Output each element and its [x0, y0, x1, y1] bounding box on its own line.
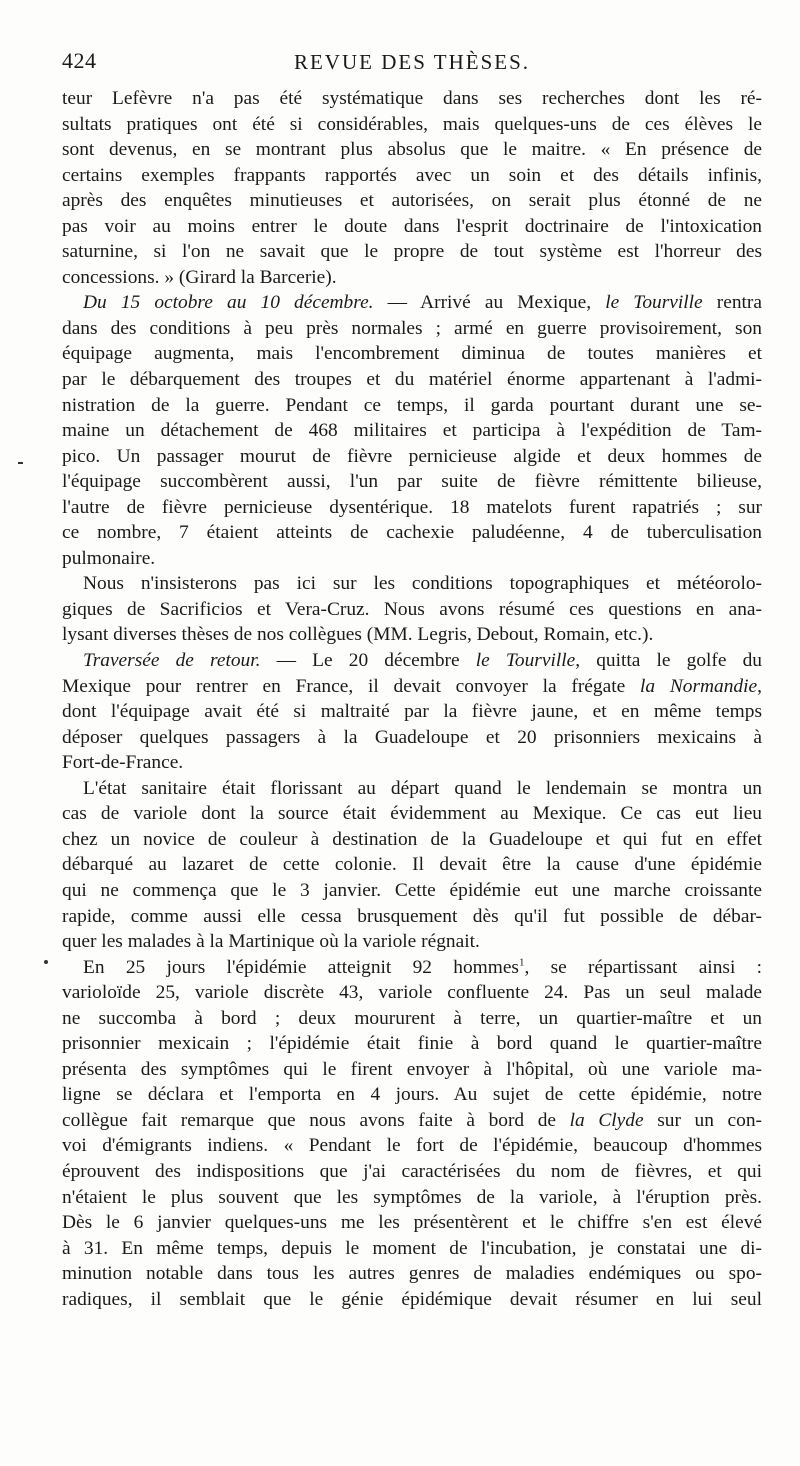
paragraph-5: [62, 776, 762, 955]
text-line: débarqué au lazaret de cette colonie. Il devait être la cause d'une épidémie: [62, 854, 762, 876]
text-line: Traversée de retour. — Le 20 décembre le Tourville, quitta le golfe du: [83, 650, 762, 672]
paragraph-6: [62, 955, 762, 1313]
text-line: Mexique pour rentrer en France, il devait convoyer la frégate la Normandie,: [62, 675, 762, 697]
text-line: ne succomba à bord ; deux moururent à terre, un quartier-maître et un: [62, 1007, 762, 1029]
paragraph-2: [62, 290, 762, 571]
margin-dot: [44, 960, 48, 964]
text-line: équipage augmenta, mais l'encombrement diminua de toutes manières et: [62, 343, 762, 365]
text-line: nistration de la guerre. Pendant ce temps, il garda pourtant durant une se-: [62, 394, 762, 416]
text-line: certains exemples frappants rapportés avec un soin et des détails infinis,: [62, 164, 762, 186]
text-line: minution notable dans tous les autres genres de maladies endémiques ou spo-: [62, 1263, 762, 1285]
body-text: [62, 86, 762, 1312]
text-line: dont l'équipage avait été si maltraité par la fièvre jaune, et en même temps: [62, 701, 762, 723]
text-line: chez un novice de couleur à destination de la Guadeloupe et qui fut en effet: [62, 828, 762, 850]
text-line: cas de variole dont la source était évidemment au Mexique. Ce cas eut lieu: [62, 803, 762, 825]
text-line: prisonnier mexicain ; l'épidémie était finie à bord quand le quartier-maître: [62, 1033, 762, 1055]
text-line: quer les malades à la Martinique où la variole régnait.: [62, 931, 480, 953]
text-line: sultats pratiques ont été si considérables, mais quelques-uns de ces élèves le: [62, 113, 762, 135]
text-line: L'état sanitaire était florissant au départ quand le lendemain se montra un: [83, 777, 762, 799]
text-line: éprouvent des indispositions que j'ai caractérisées du nom de fièvres, et qui: [62, 1160, 762, 1182]
text-line: radiques, il semblait que le génie épidémique devait résumer en lui seul: [62, 1288, 762, 1310]
text-line: présenta des symptômes qui le firent envoyer à l'hôpital, où une variole ma-: [62, 1058, 762, 1080]
text-line: giques de Sacrificios et Vera-Cruz. Nous avons résumé ces questions en ana-: [62, 598, 762, 620]
text-line: rapide, comme aussi elle cessa brusquement dès qu'il fut possible de débar-: [62, 905, 762, 927]
text-line: ce nombre, 7 étaient atteints de cachexie paludéenne, 4 de tuberculisation: [62, 522, 762, 544]
text-line: après des enquêtes minutieuses et autorisées, on serait plus étonné de ne: [62, 190, 762, 212]
text-line: à 31. En même temps, depuis le moment de l'incubation, je constatai une di-: [62, 1237, 762, 1259]
text-line: ligne se déclara et l'emporta en 4 jours. Au sujet de cette épidémie, notre: [62, 1084, 762, 1106]
paragraph-3: [62, 571, 762, 648]
text-line: l'équipage succombèrent aussi, l'un par suite de fièvre rémittente bilieuse,: [62, 471, 762, 493]
text-line: dans des conditions à peu près normales ; armé en guerre provisoirement, son: [62, 317, 762, 339]
text-line: qui ne commença que le 3 janvier. Cette épidémie eut une marche croissante: [62, 879, 762, 901]
text-line: par le débarquement des troupes et du matériel énorme appartenant à l'admi-: [62, 369, 762, 391]
text-line: pas voir au moins entrer le doute dans l'esprit doctrinaire de l'intoxication: [62, 215, 762, 237]
text-line: maine un détachement de 468 militaires et participa à l'expédition de Tam-: [62, 420, 762, 442]
text-line: saturnine, si l'on ne savait que le propre de tout système est l'horreur des: [62, 241, 762, 263]
text-line: déposer quelques passagers à la Guadeloupe et 20 prisonniers mexicains à: [62, 726, 762, 748]
text-line: En 25 jours l'épidémie atteignit 92 hommes$^1$, se répartissant ainsi :: [83, 956, 762, 978]
paragraph-1: [62, 86, 762, 290]
text-line: Du 15 octobre au 10 décembre. — Arrivé au Mexique, le Tourville rentra: [83, 292, 762, 314]
text-line: l'autre de fièvre pernicieuse dysentérique. 18 matelots furent rapatriés ; sur: [62, 496, 762, 518]
text-line: varioloïde 25, variole discrète 43, variole confluente 24. Pas un seul malade: [62, 982, 762, 1004]
margin-mark: [18, 462, 23, 464]
text-line: Dès le 6 janvier quelques-uns me les présentèrent et le chiffre s'en est élevé: [62, 1212, 762, 1234]
text-line: sont devenus, en se montrant plus absolus que le maitre. « En présence de: [62, 139, 762, 161]
text-line: Nous n'insisterons pas ici sur les conditions topographiques et météorolo-: [83, 573, 762, 595]
text-line: pulmonaire.: [62, 547, 156, 569]
text-line: pico. Un passager mourut de fièvre pernicieuse algide et deux hommes de: [62, 445, 762, 467]
text-line: concessions. » (Girard la Barcerie).: [62, 266, 337, 288]
text-line: lysant diverses thèses de nos collègues (MM. Legris, Debout, Romain, etc.).: [62, 624, 654, 646]
page-header: [62, 48, 762, 80]
text-line: teur Lefèvre n'a pas été systématique dans ses recherches dont les ré-: [62, 88, 762, 109]
text-line: n'étaient le plus souvent que les symptômes de la variole, à l'éruption près.: [62, 1186, 762, 1208]
text-line: voi d'émigrants indiens. « Pendant le fort de l'épidémie, beaucoup d'hommes: [62, 1135, 762, 1157]
paragraph-4: [62, 648, 762, 776]
page-number: 424: [62, 48, 97, 73]
text-line: collègue fait remarque que nous avons faite à bord de la Clyde sur un con-: [62, 1109, 762, 1131]
text-line: Fort-de-France.: [62, 752, 184, 774]
running-head: REVUE DES THÈSES.: [293, 50, 531, 74]
